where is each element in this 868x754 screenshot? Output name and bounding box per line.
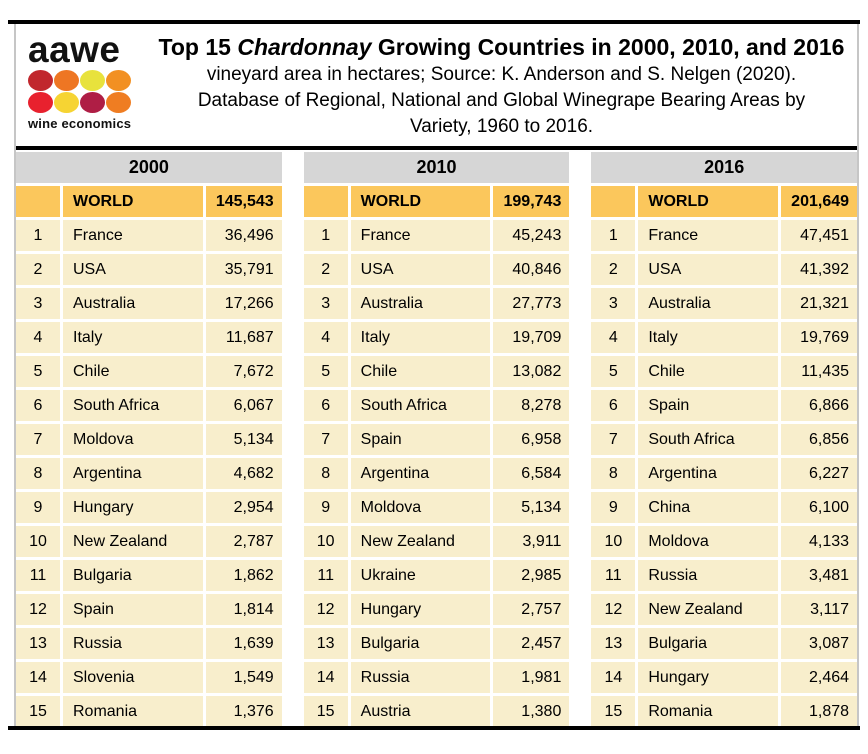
logo-dot bbox=[54, 70, 79, 91]
country-cell: Hungary bbox=[638, 662, 778, 693]
country-cell: USA bbox=[63, 254, 203, 285]
header-divider-rule bbox=[16, 146, 857, 150]
country-cell: Chile bbox=[351, 356, 491, 387]
table-row bbox=[304, 560, 570, 591]
value-cell: 1,639 bbox=[206, 628, 282, 659]
value-cell: 47,451 bbox=[781, 220, 857, 251]
value-cell: 27,773 bbox=[493, 288, 569, 319]
value-cell: 2,757 bbox=[493, 594, 569, 625]
country-cell: South Africa bbox=[351, 390, 491, 421]
rank-cell: 11 bbox=[16, 560, 60, 591]
table-row bbox=[16, 458, 282, 489]
table-row bbox=[304, 458, 570, 489]
rank-cell: 12 bbox=[16, 594, 60, 625]
country-cell: Hungary bbox=[63, 492, 203, 523]
rank-cell bbox=[16, 186, 60, 217]
country-cell: China bbox=[638, 492, 778, 523]
country-cell: Austria bbox=[351, 696, 491, 727]
rank-cell: 8 bbox=[16, 458, 60, 489]
table-row bbox=[591, 560, 857, 591]
world-label-cell: WORLD bbox=[638, 186, 778, 217]
year-header: 2010 bbox=[304, 152, 570, 183]
table-row bbox=[304, 662, 570, 693]
country-cell: Spain bbox=[638, 390, 778, 421]
world-row bbox=[16, 186, 282, 217]
table-row bbox=[591, 254, 857, 285]
table-row bbox=[591, 288, 857, 319]
table-row bbox=[304, 526, 570, 557]
subtitle-line: Database of Regional, National and Global Winegrape Bearing Areas by bbox=[197, 90, 806, 111]
value-cell: 45,243 bbox=[493, 220, 569, 251]
table-row bbox=[16, 254, 282, 285]
country-cell: Italy bbox=[638, 322, 778, 353]
country-cell: Russia bbox=[63, 628, 203, 659]
country-cell: USA bbox=[638, 254, 778, 285]
country-cell: Australia bbox=[63, 288, 203, 319]
world-row bbox=[591, 186, 857, 217]
tables-section bbox=[16, 152, 857, 730]
country-cell: Spain bbox=[351, 424, 491, 455]
year-table-2016 bbox=[591, 152, 857, 730]
rank-cell: 9 bbox=[591, 492, 635, 523]
country-cell: Chile bbox=[63, 356, 203, 387]
country-cell: Argentina bbox=[63, 458, 203, 489]
rank-cell: 14 bbox=[16, 662, 60, 693]
rank-cell: 8 bbox=[591, 458, 635, 489]
value-cell: 6,856 bbox=[781, 424, 857, 455]
world-label-cell: WORLD bbox=[63, 186, 203, 217]
country-cell: New Zealand bbox=[638, 594, 778, 625]
table-row bbox=[304, 628, 570, 659]
rank-cell: 10 bbox=[591, 526, 635, 557]
value-cell: 6,067 bbox=[206, 390, 282, 421]
rank-cell: 3 bbox=[591, 288, 635, 319]
value-cell: 1,981 bbox=[493, 662, 569, 693]
table-row bbox=[591, 458, 857, 489]
value-cell: 5,134 bbox=[493, 492, 569, 523]
table-row bbox=[591, 628, 857, 659]
country-cell: Bulgaria bbox=[638, 628, 778, 659]
value-cell: 40,846 bbox=[493, 254, 569, 285]
rank-cell: 3 bbox=[16, 288, 60, 319]
logo-dot bbox=[80, 70, 105, 91]
country-cell: Romania bbox=[63, 696, 203, 727]
rank-cell: 5 bbox=[16, 356, 60, 387]
value-cell: 4,682 bbox=[206, 458, 282, 489]
table-row bbox=[304, 220, 570, 251]
value-cell: 19,769 bbox=[781, 322, 857, 353]
rank-cell: 15 bbox=[591, 696, 635, 727]
value-cell: 6,866 bbox=[781, 390, 857, 421]
value-cell: 2,787 bbox=[206, 526, 282, 557]
value-cell: 17,266 bbox=[206, 288, 282, 319]
value-cell: 1,814 bbox=[206, 594, 282, 625]
subtitle-line: vineyard area in hectares; Source: K. Anderson and S. Nelgen (2020). bbox=[206, 64, 797, 85]
value-cell: 21,321 bbox=[781, 288, 857, 319]
rank-cell: 4 bbox=[304, 322, 348, 353]
country-cell: Australia bbox=[351, 288, 491, 319]
country-cell: Italy bbox=[63, 322, 203, 353]
bottom-rule bbox=[8, 726, 860, 730]
value-cell: 1,878 bbox=[781, 696, 857, 727]
country-cell: USA bbox=[351, 254, 491, 285]
value-cell: 41,392 bbox=[781, 254, 857, 285]
table-row bbox=[16, 662, 282, 693]
value-cell: 36,496 bbox=[206, 220, 282, 251]
table-row bbox=[591, 662, 857, 693]
table-row bbox=[304, 288, 570, 319]
country-cell: Bulgaria bbox=[63, 560, 203, 591]
logo-tagline: wine economics bbox=[28, 116, 132, 131]
year-table-2010 bbox=[304, 152, 570, 730]
page-title bbox=[146, 32, 857, 62]
rank-cell: 2 bbox=[304, 254, 348, 285]
table-row bbox=[304, 594, 570, 625]
rank-cell: 9 bbox=[304, 492, 348, 523]
rank-cell: 7 bbox=[16, 424, 60, 455]
table-row bbox=[304, 696, 570, 727]
value-cell: 1,549 bbox=[206, 662, 282, 693]
table-row bbox=[16, 594, 282, 625]
header bbox=[16, 24, 857, 146]
rank-cell: 13 bbox=[591, 628, 635, 659]
rank-cell: 9 bbox=[16, 492, 60, 523]
table-row bbox=[591, 356, 857, 387]
rank-cell: 15 bbox=[16, 696, 60, 727]
title-variety-italic: Chardonnay bbox=[237, 34, 372, 60]
table-row bbox=[591, 390, 857, 421]
country-cell: Moldova bbox=[351, 492, 491, 523]
country-cell: South Africa bbox=[638, 424, 778, 455]
rank-cell: 10 bbox=[304, 526, 348, 557]
rank-cell: 1 bbox=[16, 220, 60, 251]
country-cell: Australia bbox=[638, 288, 778, 319]
country-cell: South Africa bbox=[63, 390, 203, 421]
year-header: 2000 bbox=[16, 152, 282, 183]
table-row bbox=[304, 424, 570, 455]
country-cell: Moldova bbox=[63, 424, 203, 455]
table-row bbox=[16, 526, 282, 557]
value-cell: 8,278 bbox=[493, 390, 569, 421]
world-value-cell: 145,543 bbox=[206, 186, 282, 217]
value-cell: 2,457 bbox=[493, 628, 569, 659]
rank-cell bbox=[591, 186, 635, 217]
rank-cell: 4 bbox=[591, 322, 635, 353]
title-suffix: Growing Countries in 2000, 2010, and 2016 bbox=[371, 34, 845, 60]
rank-cell: 11 bbox=[591, 560, 635, 591]
subtitle-line: Variety, 1960 to 2016. bbox=[409, 116, 594, 137]
country-cell: New Zealand bbox=[351, 526, 491, 557]
table-row bbox=[16, 492, 282, 523]
rank-cell: 2 bbox=[591, 254, 635, 285]
value-cell: 2,954 bbox=[206, 492, 282, 523]
rank-cell: 10 bbox=[16, 526, 60, 557]
table-row bbox=[591, 594, 857, 625]
rank-cell: 6 bbox=[304, 390, 348, 421]
value-cell: 11,435 bbox=[781, 356, 857, 387]
rank-cell: 11 bbox=[304, 560, 348, 591]
value-cell: 5,134 bbox=[206, 424, 282, 455]
country-cell: Slovenia bbox=[63, 662, 203, 693]
rank-cell: 8 bbox=[304, 458, 348, 489]
value-cell: 6,958 bbox=[493, 424, 569, 455]
country-cell: France bbox=[63, 220, 203, 251]
logo-brand-text: aawe bbox=[28, 29, 121, 70]
country-cell: Hungary bbox=[351, 594, 491, 625]
table-row bbox=[16, 390, 282, 421]
value-cell: 19,709 bbox=[493, 322, 569, 353]
value-cell: 1,376 bbox=[206, 696, 282, 727]
table-row bbox=[591, 424, 857, 455]
logo-dots-grid bbox=[28, 70, 134, 113]
world-value-cell: 201,649 bbox=[781, 186, 857, 217]
rank-cell: 14 bbox=[304, 662, 348, 693]
country-cell: Italy bbox=[351, 322, 491, 353]
country-cell: New Zealand bbox=[63, 526, 203, 557]
logo-dot bbox=[54, 92, 79, 113]
value-cell: 1,862 bbox=[206, 560, 282, 591]
rank-cell: 7 bbox=[591, 424, 635, 455]
table-row bbox=[16, 560, 282, 591]
content-frame bbox=[14, 24, 859, 730]
table-row bbox=[591, 220, 857, 251]
year-header: 2016 bbox=[591, 152, 857, 183]
value-cell: 11,687 bbox=[206, 322, 282, 353]
rank-cell: 14 bbox=[591, 662, 635, 693]
table-row bbox=[304, 492, 570, 523]
rank-cell: 5 bbox=[304, 356, 348, 387]
table-row bbox=[304, 254, 570, 285]
value-cell: 13,082 bbox=[493, 356, 569, 387]
rank-cell bbox=[304, 186, 348, 217]
rank-cell: 5 bbox=[591, 356, 635, 387]
value-cell: 1,380 bbox=[493, 696, 569, 727]
logo-dot bbox=[80, 92, 105, 113]
rank-cell: 1 bbox=[591, 220, 635, 251]
table-row bbox=[591, 526, 857, 557]
title-block bbox=[146, 24, 857, 146]
country-cell: Argentina bbox=[638, 458, 778, 489]
value-cell: 6,227 bbox=[781, 458, 857, 489]
value-cell: 2,985 bbox=[493, 560, 569, 591]
value-cell: 4,133 bbox=[781, 526, 857, 557]
title-prefix: Top 15 bbox=[158, 34, 238, 60]
logo-dot bbox=[106, 92, 131, 113]
rank-cell: 2 bbox=[16, 254, 60, 285]
aawe-logo bbox=[16, 24, 146, 146]
rank-cell: 1 bbox=[304, 220, 348, 251]
rank-cell: 6 bbox=[16, 390, 60, 421]
table-row bbox=[16, 322, 282, 353]
country-cell: France bbox=[638, 220, 778, 251]
value-cell: 3,087 bbox=[781, 628, 857, 659]
table-row bbox=[16, 356, 282, 387]
value-cell: 35,791 bbox=[206, 254, 282, 285]
value-cell: 3,481 bbox=[781, 560, 857, 591]
rank-cell: 13 bbox=[304, 628, 348, 659]
table-row bbox=[16, 220, 282, 251]
table-row bbox=[591, 492, 857, 523]
table-row bbox=[591, 322, 857, 353]
country-cell: Ukraine bbox=[351, 560, 491, 591]
value-cell: 6,584 bbox=[493, 458, 569, 489]
table-row bbox=[591, 696, 857, 727]
country-cell: Bulgaria bbox=[351, 628, 491, 659]
value-cell: 7,672 bbox=[206, 356, 282, 387]
country-cell: Romania bbox=[638, 696, 778, 727]
rank-cell: 4 bbox=[16, 322, 60, 353]
rank-cell: 7 bbox=[304, 424, 348, 455]
rank-cell: 15 bbox=[304, 696, 348, 727]
rank-cell: 13 bbox=[16, 628, 60, 659]
rank-cell: 3 bbox=[304, 288, 348, 319]
table-row bbox=[16, 628, 282, 659]
country-cell: Russia bbox=[638, 560, 778, 591]
logo-dot bbox=[106, 70, 131, 91]
value-cell: 3,911 bbox=[493, 526, 569, 557]
rank-cell: 12 bbox=[591, 594, 635, 625]
value-cell: 2,464 bbox=[781, 662, 857, 693]
world-value-cell: 199,743 bbox=[493, 186, 569, 217]
country-cell: Spain bbox=[63, 594, 203, 625]
table-row bbox=[304, 356, 570, 387]
year-table-2000 bbox=[16, 152, 282, 730]
country-cell: France bbox=[351, 220, 491, 251]
value-cell: 6,100 bbox=[781, 492, 857, 523]
world-row bbox=[304, 186, 570, 217]
country-cell: Russia bbox=[351, 662, 491, 693]
rank-cell: 6 bbox=[591, 390, 635, 421]
logo-dot bbox=[28, 92, 53, 113]
value-cell: 3,117 bbox=[781, 594, 857, 625]
table-row bbox=[16, 696, 282, 727]
table-row bbox=[16, 424, 282, 455]
country-cell: Moldova bbox=[638, 526, 778, 557]
table-row bbox=[304, 390, 570, 421]
logo-dot bbox=[28, 70, 53, 91]
country-cell: Chile bbox=[638, 356, 778, 387]
rank-cell: 12 bbox=[304, 594, 348, 625]
world-label-cell: WORLD bbox=[351, 186, 491, 217]
table-row bbox=[304, 322, 570, 353]
country-cell: Argentina bbox=[351, 458, 491, 489]
table-row bbox=[16, 288, 282, 319]
